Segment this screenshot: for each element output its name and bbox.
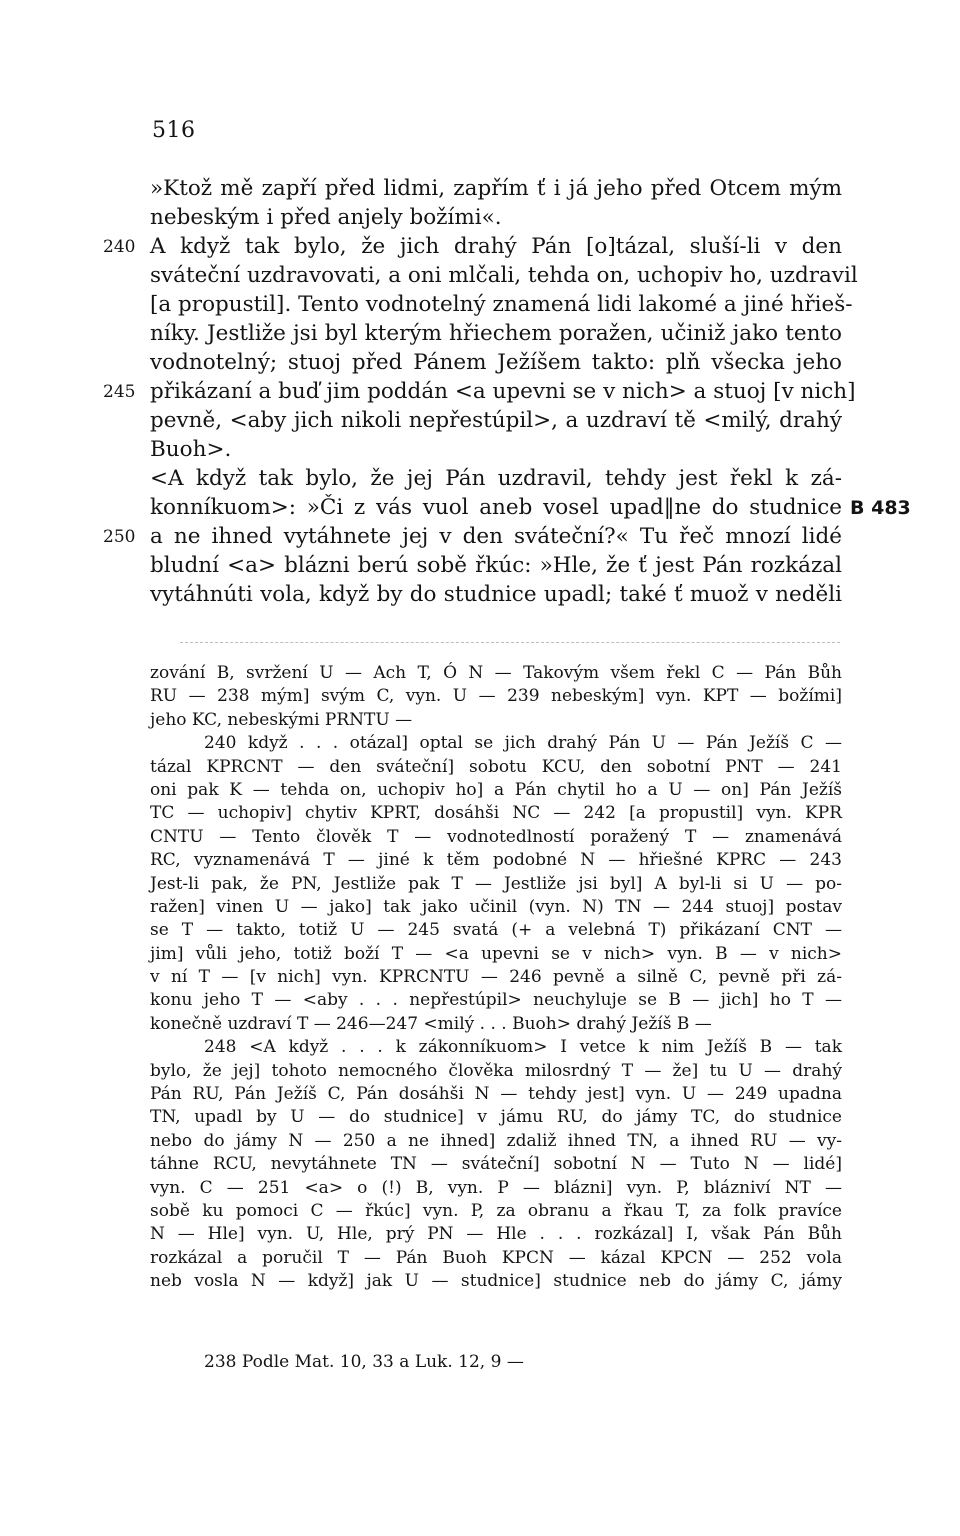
main-text-line [150,464,842,493]
main-text-content: »Ktož mě zapří před lidmi, zapřím ť i já jeho před Otcem mým [150,176,842,201]
line-number: 240 [103,237,136,257]
main-text-line [150,348,842,377]
main-text-content: přikázaní a buď jim poddán <a upevni se v nich> a stuoj [v nich] [150,379,856,404]
main-text-line [150,290,853,319]
main-text-line [103,522,842,551]
apparatus-line: oni pak K — tehda on, uchopiv ho] a Pán chytil ho a U — on] Pán Ježíš [150,779,842,800]
main-text [103,174,911,609]
apparatus-line: jim] vůli jeho, totiž boží T — <a upevni se v nich> vyn. B — v nich> [150,943,842,964]
main-text-line [150,203,842,232]
main-text-line [103,377,856,406]
apparatus-line: konečně uzdraví T — 246—247 <milý . . . Buoh> drahý Ježíš B — [150,1013,712,1034]
main-text-content: vytáhnúti vola, když by do studnice upadl; také ť muož v neděli [150,582,842,607]
critical-apparatus [150,662,842,1294]
line-number: 245 [103,382,136,402]
apparatus-line: v ní T — [v nich] vyn. KPRCNTU — 246 pevně a silně C, pevně při zá- [150,967,842,988]
apparatus-line: ražen] vinen U — jako] tak jako učinil (vyn. N) TN — 244 stuoj] postav [150,896,842,917]
main-text-content: Buoh>. [150,437,232,462]
main-text-content: [a propustil]. Tento vodnotelný znamená lidi lakomé a jiné hřieš- [150,292,853,317]
apparatus-line: RU — 238 mým] svým C, vyn. U — 239 nebeským] vyn. KPT — božími] [150,686,842,707]
apparatus-line: nebo do jámy N — 250 a ne ihned] zdaliž ihned TN, a ihned RU — vy- [150,1130,842,1151]
main-text-content: nebeským i před anjely božími«. [150,205,502,230]
apparatus-line: sobě ku pomoci C — řkúc] vyn. P, za obranu a řkau T, za folk pravíce [150,1200,842,1221]
main-text-line [150,580,842,609]
apparatus-line: vyn. C — 251 <a> o (!) B, vyn. P — blázni] vyn. P, blázniví NT — [150,1177,842,1198]
apparatus-line: neb vosla N — když] jak U — studnice] studnice neb do jámy C, jámy [150,1271,842,1292]
main-text-line [150,319,842,348]
main-text-line [150,435,842,464]
apparatus-line: konu jeho T — <aby . . . nepřestúpil> neuchyluje se B — jich] ho T — [150,990,842,1011]
margin-reference: B 483 [850,497,911,519]
main-text-content: bludní <a> blázni berú sobě řkúc: »Hle, že ť jest Pán rozkázal [150,553,842,578]
apparatus-line: RC, vyznamenává T — jiné k těm podobné N — hřiešné KPRC — 243 [150,850,842,871]
apparatus-line: Jest-li pak, že PN, Jestliže pak T — Jestliže jsi byl] A byl-li si U — po- [150,873,842,894]
source-note: 238 Podle Mat. 10, 33 a Luk. 12, 9 — [204,1352,524,1372]
apparatus-line: jeho KC, nebeskými PRNTU — [150,709,413,730]
main-text-content: A když tak bylo, že jich drahý Pán [o]tázal, sluší-li v den [150,234,842,259]
main-text-line [150,493,911,522]
main-text-line [150,261,858,290]
apparatus-line: 248 <A když . . . k zákonníkuom> I vetce k nim Ježíš B — tak [204,1037,842,1058]
apparatus-line: N — Hle] vyn. U, Hle, prý PN — Hle . . . rozkázal] I, však Pán Bůh [150,1224,842,1245]
apparatus-line: tázal KPRCNT — den sváteční] sobotu KCU, den sobotní PNT — 241 [150,756,842,777]
main-text-content: a ne ihned vytáhnete jej v den sváteční?« Tu řeč mnozí lidé [150,524,842,549]
page-number: 516 [152,118,196,143]
main-text-line [150,174,842,203]
main-text-line [103,232,842,261]
apparatus-line: rozkázal a poručil T — Pán Buoh KPCN — kázal KPCN — 252 vola [150,1247,842,1268]
main-text-content: vodnotelný; stuoj před Pánem Ježíšem takto: plň všecka jeho [150,350,842,375]
main-text-line [150,551,842,580]
apparatus-line: TN, upadl by U — do studnice] v jámu RU, do jámy TC, do studnice [150,1107,842,1128]
line-number: 250 [103,527,136,547]
apparatus-line: bylo, že jej] tohoto nemocného člověka milosrdný T — že] tu U — drahý [150,1060,842,1081]
apparatus-line: táhne RCU, nevytáhnete TN — sváteční] sobotní N — Tuto N — lidé] [150,1154,842,1175]
apparatus-line: TC — uchopiv] chytiv KPRT, dosáhši NC — 242 [a propustil] vyn. KPR [150,803,842,824]
main-text-content: <A když tak bylo, že jej Pán uzdravil, tehdy jest řekl k zá- [150,466,842,491]
main-text-content: sváteční uzdravovati, a oni mlčali, tehda on, uchopiv ho, uzdravil [150,263,858,288]
apparatus-line: se T — takto, totiž U — 245 svatá (+ a velebná T) přikázaní CNT — [150,920,842,941]
main-text-content: konníkuom>: »Či z vás vuol aneb vosel upad‖ne do studnice [150,495,842,520]
main-text-line [150,406,842,435]
apparatus-line: Pán RU, Pán Ježíš C, Pán dosáhši N — tehdy jest] vyn. U — 249 upadna [150,1084,842,1105]
apparatus-line: CNTU — Tento člověk T — vodnotedlností poražený T — znamenává [150,826,842,847]
apparatus-line: zování B, svržení U — Ach T, Ó N — Takovým všem řekl C — Pán Bůh [150,663,842,683]
divider [180,642,840,643]
main-text-content: níky. Jestliže jsi byl kterým hřiechem poražen, učiniž jako tento [150,321,842,346]
apparatus-line: 240 když . . . otázal] optal se jich drahý Pán U — Pán Ježíš C — [204,733,842,754]
main-text-content: pevně, <aby jich nikoli nepřestúpil>, a uzdraví tě <milý, drahý [150,408,842,433]
